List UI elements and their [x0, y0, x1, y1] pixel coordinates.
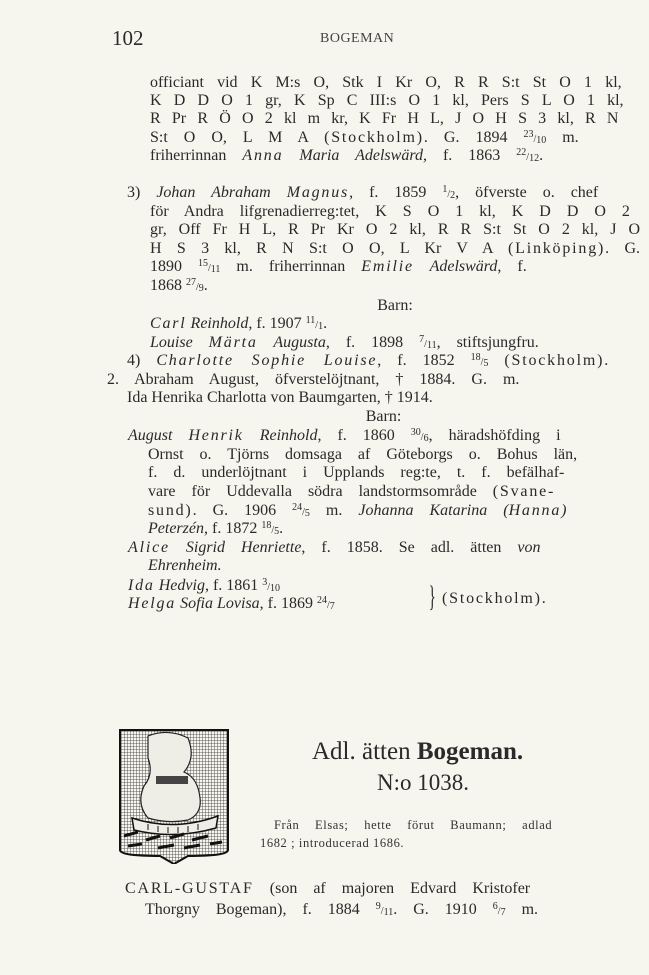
- text-line: [127, 184, 598, 202]
- date-fraction: [375, 901, 394, 918]
- name-text: Adelswärd: [413, 258, 498, 275]
- fraction-slash: /: [271, 525, 275, 536]
- text-line: [150, 203, 630, 221]
- day: 27: [186, 277, 196, 288]
- text-segment: , f. 1907: [248, 315, 306, 332]
- text-segment: sund): [148, 502, 193, 519]
- date-fraction: [410, 427, 429, 444]
- text-line: [128, 595, 335, 613]
- date-fraction: [442, 184, 456, 201]
- name-text: Maria Adelswärd: [283, 147, 423, 164]
- name-text: Carl: [150, 315, 187, 332]
- text-segment: H S 3 kl, R N S:t O O, L Kr V A: [150, 240, 509, 257]
- fraction-slash: /: [380, 906, 384, 917]
- text-segment: m.: [546, 129, 579, 146]
- section-heading: [150, 297, 640, 315]
- day: 11: [305, 315, 316, 326]
- month: 1: [318, 321, 324, 332]
- date-fraction: [186, 277, 204, 294]
- month: 12: [529, 153, 540, 164]
- fraction-slash: /: [533, 134, 537, 145]
- fraction-slash: /: [480, 357, 484, 368]
- text-segment: R Pr R Ö O 2 kl m kr, K Fr H L, J O H S 3 kl, R N: [150, 110, 619, 127]
- fraction-slash: /: [424, 339, 427, 350]
- text-segment: 1890: [150, 258, 198, 275]
- name-text: Hanna: [508, 502, 562, 519]
- fraction-slash: /: [420, 432, 424, 443]
- text-segment: Barn:: [365, 408, 402, 425]
- text-segment: .: [539, 147, 544, 164]
- text-segment: Ornst o. Tjörns domsaga af Göteborgs o. Bohus län,: [148, 446, 578, 463]
- date-fraction: [198, 258, 221, 275]
- text-segment: . G. 1906: [192, 502, 293, 519]
- text-line: [127, 389, 433, 407]
- running-title: BOGEMAN: [320, 31, 395, 46]
- text-line: [148, 557, 222, 575]
- text-segment: m.: [505, 901, 539, 918]
- name-text: Emilie: [361, 258, 414, 275]
- text-line: [148, 502, 566, 520]
- date-fraction: [516, 147, 540, 164]
- day: 24: [317, 595, 327, 606]
- fraction-slash: /: [526, 152, 530, 163]
- text-segment: (son af majoren Edvard Kristofer: [253, 880, 531, 897]
- day: 6: [492, 901, 498, 912]
- name-text: Märta: [208, 334, 258, 351]
- month: 11: [426, 340, 437, 351]
- text-segment: Thorgny Bogeman), f. 1884: [145, 901, 376, 918]
- name-text: Helga: [128, 595, 177, 612]
- text-line: [148, 520, 283, 538]
- name-text: Alice: [128, 539, 170, 556]
- month: 10: [270, 583, 281, 594]
- name-text: Ehrenheim.: [148, 557, 222, 574]
- text-segment: (Stockholm): [324, 129, 424, 146]
- date-fraction: [305, 315, 324, 332]
- family-number: N:o 1038.: [377, 770, 469, 795]
- text-segment: , f.: [497, 258, 527, 275]
- text-segment: (Svane-: [492, 483, 556, 500]
- date-fraction: [317, 595, 335, 612]
- text-segment: vare för Uddevalla södra landstormsområde: [148, 483, 493, 500]
- fraction-slash: /: [327, 600, 330, 611]
- month: 10: [536, 135, 547, 146]
- name-text: Johan Abraham: [156, 184, 287, 201]
- brace: }: [428, 580, 436, 613]
- text-segment: , f. 1863: [422, 147, 517, 164]
- text-segment: .: [323, 315, 328, 332]
- sisters-residence: (Stockholm).: [442, 590, 548, 607]
- text-line: [260, 836, 404, 851]
- name-text: Louise: [150, 334, 209, 351]
- text-segment: , f. 1858. Se adl. ätten: [301, 539, 518, 556]
- day: 3: [262, 577, 268, 588]
- text-segment: .: [604, 352, 609, 369]
- text-segment: (Linköping): [508, 240, 606, 257]
- text-line: [145, 901, 538, 919]
- text-segment: , f. 1898: [325, 334, 420, 351]
- name-text: Peterzén: [148, 520, 204, 537]
- text-line: [128, 427, 561, 445]
- day: 24: [292, 502, 303, 513]
- text-segment: 1682 ; introducerad 1686.: [260, 836, 405, 850]
- text-segment: . G. 1894: [423, 129, 524, 146]
- text-segment: .: [203, 277, 208, 294]
- text-line: [150, 129, 579, 147]
- text-line: [150, 240, 640, 258]
- text-segment: (Stockholm): [504, 352, 605, 369]
- text-segment: m.: [309, 502, 359, 519]
- text-segment: S:t O O, L M A: [150, 129, 325, 146]
- text-segment: för Andra lifgrenadierreg:tet, K S O 1 kl, K D D O 2: [150, 203, 630, 220]
- fraction-slash: /: [447, 189, 451, 200]
- name-text: Sofia Lovisa: [176, 595, 260, 612]
- day: 1: [442, 184, 448, 195]
- month: 11: [383, 907, 394, 918]
- name-text: Sigrid Henriette: [169, 539, 302, 556]
- day: 30: [410, 427, 421, 438]
- month: 6: [423, 433, 429, 444]
- day: 18: [470, 352, 481, 363]
- text-segment: [488, 352, 504, 369]
- text-segment: , f. 1872: [203, 520, 262, 537]
- text-line: [128, 539, 541, 557]
- name-text: Henrik: [188, 427, 244, 444]
- text-line: [150, 221, 640, 239]
- family-title-name: Bogeman.: [416, 738, 524, 765]
- text-segment: , stiftsjungfru.: [436, 334, 539, 351]
- text-line: [125, 880, 530, 898]
- text-line: [148, 446, 577, 464]
- text-segment: , f. 1852: [377, 352, 471, 369]
- month: 5: [483, 358, 489, 369]
- month: 5: [304, 508, 310, 519]
- day: 15: [198, 258, 208, 269]
- date-fraction: [470, 352, 489, 369]
- month: 7: [500, 907, 506, 918]
- day: 18: [261, 520, 272, 531]
- text-segment: friherrinnan: [150, 147, 243, 164]
- text-line: [128, 577, 280, 595]
- name-text: Reinhold: [243, 427, 318, 444]
- family-title: [312, 738, 523, 766]
- text-segment: Barn:: [377, 297, 413, 314]
- date-fraction: [292, 502, 310, 519]
- fraction-slash: /: [208, 263, 211, 274]
- text-line: [150, 334, 539, 352]
- text-segment: officiant vid K M:s O, Stk I Kr O, R R S:t St O 1 kl,: [150, 74, 622, 91]
- section-heading: [127, 408, 640, 426]
- date-fraction: [523, 129, 547, 146]
- text-segment: . G. 1910: [393, 901, 493, 918]
- name-text: Hedvig: [154, 577, 205, 594]
- text-segment: . G.: [605, 240, 641, 257]
- text-segment: .: [279, 520, 284, 537]
- date-fraction: [262, 577, 281, 594]
- name-text: Ida: [128, 577, 155, 594]
- text-line: [150, 277, 208, 295]
- text-line: [150, 147, 543, 165]
- name-text: August: [128, 427, 189, 444]
- text-segment: , f. 1869: [259, 595, 317, 612]
- day: 23: [523, 129, 534, 140]
- text-segment: K D D O 1 gr, K Sp C III:s O 1 kl, Pers S L O 1 kl,: [150, 92, 624, 109]
- text-line: [150, 74, 622, 92]
- text-segment: , f. 1861: [204, 577, 263, 594]
- text-line: [150, 315, 327, 333]
- page-number: 102: [112, 26, 144, 50]
- month: 2: [450, 190, 456, 201]
- text-line: [150, 92, 624, 110]
- day: 22: [516, 147, 527, 158]
- day: 7: [419, 334, 425, 345]
- fraction-slash: /: [315, 320, 319, 331]
- fraction-slash: /: [302, 507, 305, 518]
- name-text: Charlotte Sophie Louise: [156, 352, 378, 369]
- text-segment: m. friherrinnan: [220, 258, 362, 275]
- month: 7: [329, 601, 335, 612]
- text-segment: 4): [127, 352, 157, 369]
- text-segment: 2. Abraham August, öfverstelöjtnant, † 1884. G. m.: [107, 371, 520, 388]
- month: 11: [210, 264, 221, 275]
- name-text: ): [561, 502, 567, 519]
- text-segment: , f. 1860: [317, 427, 411, 444]
- date-fraction: [492, 901, 506, 918]
- text-line: [148, 464, 564, 482]
- text-line: [107, 371, 519, 389]
- text-segment: 1868: [150, 277, 186, 294]
- text-segment: Ida Henrika Charlotta von Baumgarten, † 1914.: [127, 389, 433, 406]
- text-segment: 3): [127, 184, 157, 201]
- name-text: Magnus: [286, 184, 350, 201]
- month: 5: [274, 526, 280, 537]
- name-text: Augusta: [257, 334, 326, 351]
- date-fraction: [261, 520, 280, 537]
- name-text: von: [517, 539, 541, 556]
- name-text: Anna: [242, 147, 284, 164]
- text-segment: gr, Off Fr H L, R Pr Kr O 2 kl, R R S:t St O 2 kl, J O: [150, 221, 641, 238]
- text-segment: , öfverste o. chef: [455, 184, 599, 201]
- text-segment: Från Elsas; hette förut Baumann; adlad: [274, 818, 553, 832]
- text-segment: , f. 1859: [349, 184, 443, 201]
- text-segment: , häradshöfding i: [428, 427, 561, 444]
- name-text: Reinhold: [186, 315, 249, 332]
- text-line: [150, 258, 527, 276]
- text-line: [127, 352, 608, 370]
- fraction-slash: /: [267, 582, 271, 593]
- month: 9: [198, 283, 204, 294]
- fraction-slash: /: [497, 906, 501, 917]
- name-text: Johanna Katarina (: [358, 502, 509, 519]
- text-segment: CARL-GUSTAF: [125, 880, 254, 897]
- fraction-slash: /: [196, 282, 199, 293]
- day: 9: [375, 901, 381, 912]
- family-title-prefix: Adl. ätten: [312, 738, 411, 765]
- text-line: [274, 818, 552, 833]
- text-line: [148, 483, 555, 501]
- date-fraction: [419, 334, 437, 351]
- text-segment: f. d. underlöjtnant i Upplands reg:te, t. f. befälhaf-: [148, 464, 565, 481]
- coat-of-arms-image: [118, 728, 230, 864]
- text-line: [150, 110, 618, 128]
